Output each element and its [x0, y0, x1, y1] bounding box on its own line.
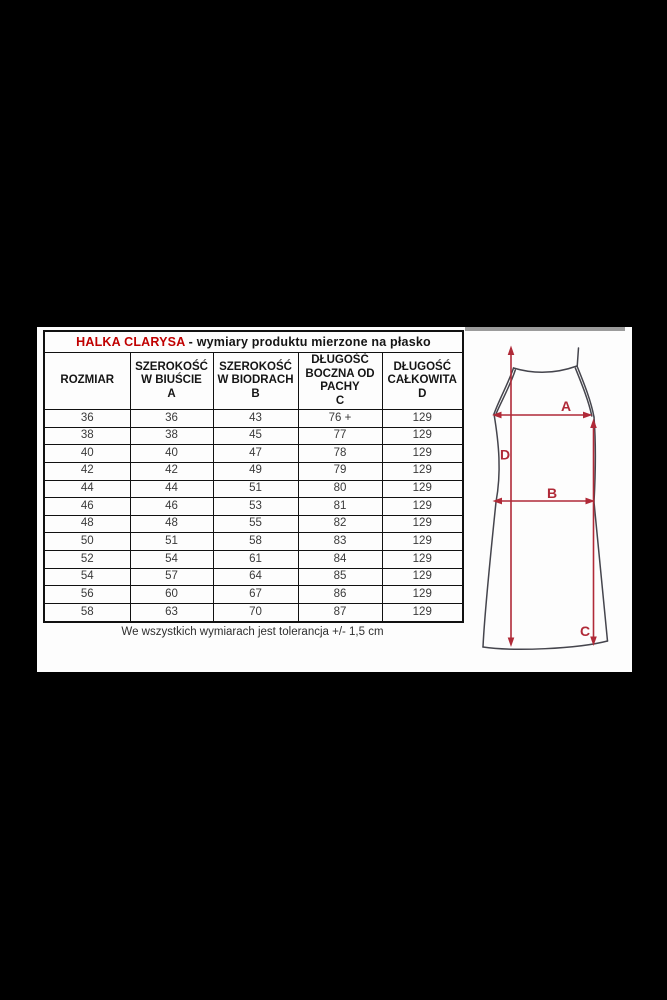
size-cell: 45	[213, 427, 298, 445]
size-cell: 82	[298, 515, 382, 533]
size-cell: 53	[213, 498, 298, 516]
size-cell: 129	[382, 568, 463, 586]
arrowhead-c-up-icon	[590, 419, 597, 429]
size-cell: 129	[382, 515, 463, 533]
measurement-labels	[500, 398, 590, 639]
size-row	[44, 604, 463, 622]
left-armhole-inner	[496, 370, 515, 414]
right-strap	[577, 348, 578, 367]
size-cell: 40	[130, 445, 213, 463]
column-header: DŁUGOŚĆ BOCZNA OD PACHY C	[298, 353, 382, 410]
size-cell: 84	[298, 551, 382, 569]
size-cell: 83	[298, 533, 382, 551]
size-cell: 67	[213, 586, 298, 604]
table-title-row	[44, 331, 463, 353]
column-header: SZEROKOŚĆ W BIUŚCIE A	[130, 353, 213, 410]
size-cell: 51	[213, 480, 298, 498]
header-row	[44, 353, 463, 410]
size-cell: 48	[44, 515, 130, 533]
size-cell: 54	[130, 551, 213, 569]
size-row	[44, 462, 463, 480]
size-cell: 85	[298, 568, 382, 586]
size-cell: 77	[298, 427, 382, 445]
measure-label-d: D	[499, 446, 511, 463]
dress-diagram	[465, 330, 632, 672]
size-cell: 36	[130, 410, 213, 428]
size-row	[44, 445, 463, 463]
right-armhole-inner	[575, 368, 591, 416]
size-row	[44, 568, 463, 586]
left-skirt-seam	[483, 502, 496, 647]
arrowhead-d-up-icon	[508, 346, 515, 356]
size-cell: 129	[382, 498, 463, 516]
tolerance-note: We wszystkich wymiarach jest tolerancja +/- 1,5 cm	[121, 626, 384, 638]
size-cell: 81	[298, 498, 382, 516]
size-table-body	[44, 410, 463, 622]
size-cell: 58	[213, 533, 298, 551]
size-cell: 63	[130, 604, 213, 622]
size-cell: 129	[382, 551, 463, 569]
size-row	[44, 515, 463, 533]
size-cell: 50	[44, 533, 130, 551]
size-cell: 129	[382, 445, 463, 463]
size-cell: 129	[382, 480, 463, 498]
size-cell: 49	[213, 462, 298, 480]
size-cell: 43	[213, 410, 298, 428]
size-cell: 42	[130, 462, 213, 480]
size-cell: 47	[213, 445, 298, 463]
right-skirt-seam	[594, 502, 608, 641]
column-header: SZEROKOŚĆ W BIODRACH B	[213, 353, 298, 410]
size-row	[44, 498, 463, 516]
size-cell: 46	[44, 498, 130, 516]
measure-label-c: C	[579, 623, 591, 639]
size-cell: 44	[44, 480, 130, 498]
size-row	[44, 427, 463, 445]
size-cell: 54	[44, 568, 130, 586]
size-cell: 61	[213, 551, 298, 569]
size-cell: 79	[298, 462, 382, 480]
size-cell: 52	[44, 551, 130, 569]
neckline	[514, 366, 578, 372]
size-cell: 87	[298, 604, 382, 622]
size-cell: 40	[44, 445, 130, 463]
size-row	[44, 551, 463, 569]
size-cell: 48	[130, 515, 213, 533]
size-cell: 38	[130, 427, 213, 445]
size-cell: 55	[213, 515, 298, 533]
size-row	[44, 480, 463, 498]
size-cell: 80	[298, 480, 382, 498]
size-cell: 86	[298, 586, 382, 604]
size-cell: 46	[130, 498, 213, 516]
size-cell: 44	[130, 480, 213, 498]
left-side-seam	[494, 414, 499, 502]
product-name: HALKA CLARYSA	[76, 335, 185, 349]
size-cell: 38	[44, 427, 130, 445]
size-cell: 129	[382, 533, 463, 551]
hem	[483, 641, 608, 649]
size-cell: 42	[44, 462, 130, 480]
size-cell: 58	[44, 604, 130, 622]
arrowheads	[492, 346, 597, 648]
size-cell: 57	[130, 568, 213, 586]
size-cell: 129	[382, 427, 463, 445]
size-table	[43, 330, 464, 623]
size-cell: 129	[382, 462, 463, 480]
size-cell: 56	[44, 586, 130, 604]
size-cell: 64	[213, 568, 298, 586]
size-row	[44, 410, 463, 428]
size-cell: 129	[382, 410, 463, 428]
table-title	[44, 331, 463, 353]
size-row	[44, 586, 463, 604]
size-cell: 76 +	[298, 410, 382, 428]
size-cell: 60	[130, 586, 213, 604]
measure-label-b: B	[546, 485, 558, 501]
arrowhead-d-down-icon	[508, 638, 515, 648]
size-row	[44, 533, 463, 551]
size-cell: 36	[44, 410, 130, 428]
table-title-suffix: - wymiary produktu mierzone na płasko	[185, 335, 431, 349]
measure-label-a: A	[560, 398, 572, 414]
size-chart-panel	[37, 327, 632, 672]
column-header: ROZMIAR	[44, 353, 130, 410]
right-armhole-outer	[577, 366, 594, 417]
size-cell: 51	[130, 533, 213, 551]
size-cell: 78	[298, 445, 382, 463]
size-cell: 70	[213, 604, 298, 622]
column-header: DŁUGOŚĆ CAŁKOWITA D	[382, 353, 463, 410]
size-cell: 129	[382, 604, 463, 622]
size-cell: 129	[382, 586, 463, 604]
